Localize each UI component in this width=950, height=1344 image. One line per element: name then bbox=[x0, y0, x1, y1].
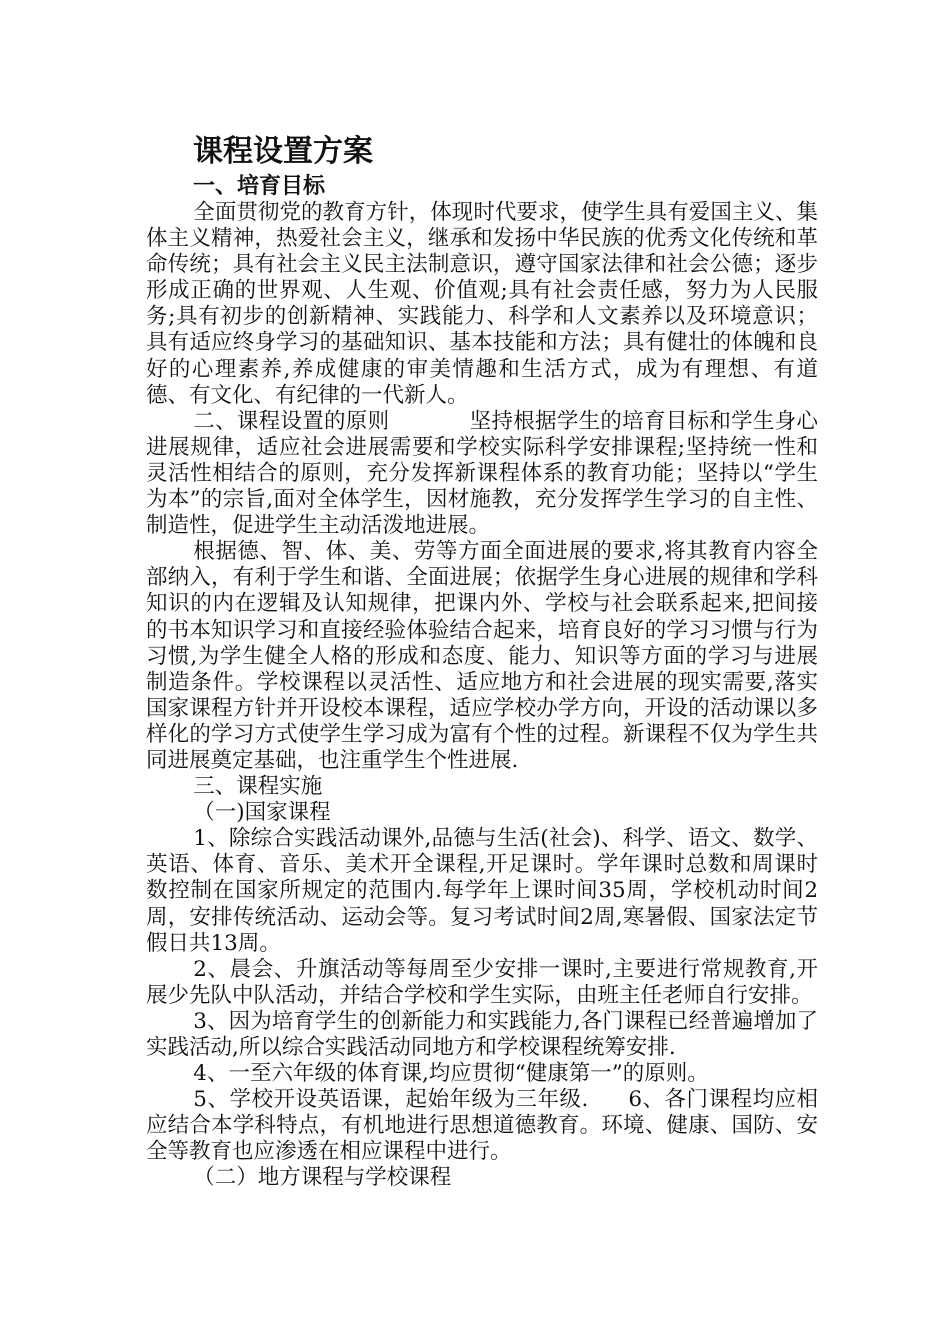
item-5-6 bbox=[146, 1087, 818, 1165]
document-title: 课程设置方案 bbox=[193, 134, 373, 169]
item-2: 2、晨会、升旗活动等每周至少安排一课时,主要进行常规教育,开展少先队中队活动，并结合学校和学生实际，由班主任老师自行安排。 bbox=[146, 956, 818, 1008]
item-3: 3、因为培育学生的创新能力和实践能力,各门课程已经普遍增加了实践活动,所以综合实践活动同地方和学校课程统筹安排. bbox=[146, 1008, 818, 1060]
section-heading-principles: 二、课程设置的原则 bbox=[193, 408, 390, 434]
paragraph-principles bbox=[146, 409, 818, 539]
subsection-heading-national: （一)国家课程 bbox=[193, 800, 331, 826]
paragraph-goals: 全面贯彻党的教育方针，体现时代要求，使学生具有爱国主义、集体主义精神，热爱社会主义，继承和发扬中华民族的优秀文化传统和革命传统；具有社会主义民主法制意识，遵守国家法律和社会公德；逐步形成正确的世界观、人生观、价值观;具有社会责任感，努力为人民服务;具有初步的创新精神、实践能力、科学和人文素养以及环境意识；具有适应终身学习的基础知识、基本技能和方法；具有健壮的体魄和良好的心理素养,养成健康的审美情趣和生活方式，成为有理想、有道德、有文化、有纪律的一代新人。 bbox=[146, 200, 818, 408]
principles-text: 坚持根据学生的培育目标和学生身心进展规律，适应社会进展需要和学校实际科学安排课程;坚持统一性和灵活性相结合的原则，充分发挥新课程体系的教育功能；坚持以“学生为本”的宗旨,面对全体学生，因材施教，充分发挥学生学习的自主性、制造性，促进学生主动活泼地进展。 bbox=[146, 408, 818, 539]
section-heading-implementation: 三、课程实施 bbox=[193, 774, 323, 800]
section-heading-goals: 一、培育目标 bbox=[193, 174, 326, 199]
paragraph-principles-2: 根据德、智、体、美、劳等方面全面进展的要求,将其教育内容全部纳入，有利于学生和谐、全面进展；依据学生身心进展的规律和学科知识的内在逻辑及认知规律，把课内外、学校与社会联系起来,把间接的书本知识学习和直接经验体验结合起来，培育良好的学习习惯与行为习惯,为学生健全人格的形成和态度、能力、知识等方面的学习与进展制造条件。学校课程以灵活性、适应地方和社会进展的现实需要,落实国家课程方针并开设校本课程，适应学校办学方向，开设的活动课以多样化的学习方式使学生学习成为富有个性的过程。新课程不仅为学生共同进展奠定基础，也注重学生个性进展. bbox=[146, 539, 818, 773]
item-4: 4、一至六年级的体育课,均应贯彻“健康第一”的原则。 bbox=[193, 1061, 709, 1087]
subsection-heading-local: （二）地方课程与学校课程 bbox=[193, 1165, 452, 1191]
document-body bbox=[146, 200, 818, 1192]
item-6: 6、各门课程均应相应结合本学科特点，有机地进行思想道德教育。环境、健康、国防、安全等教育也应渗透在相应课程中进行。 bbox=[146, 1087, 818, 1165]
item-1: 1、除综合实践活动课外,品德与生活(社会)、科学、语文、数学、英语、体育、音乐、美术开全课程,开足课时。学年课时总数和周课时数控制在国家所规定的范围内.每学年上课时间35周，学校机动时间2周，安排传统活动、运动会等。复习考试时间2周,寒暑假、国家法定节假日共13周。 bbox=[146, 826, 818, 956]
item-5: 5、学校开设英语课，起始年级为三年级. bbox=[193, 1087, 589, 1113]
